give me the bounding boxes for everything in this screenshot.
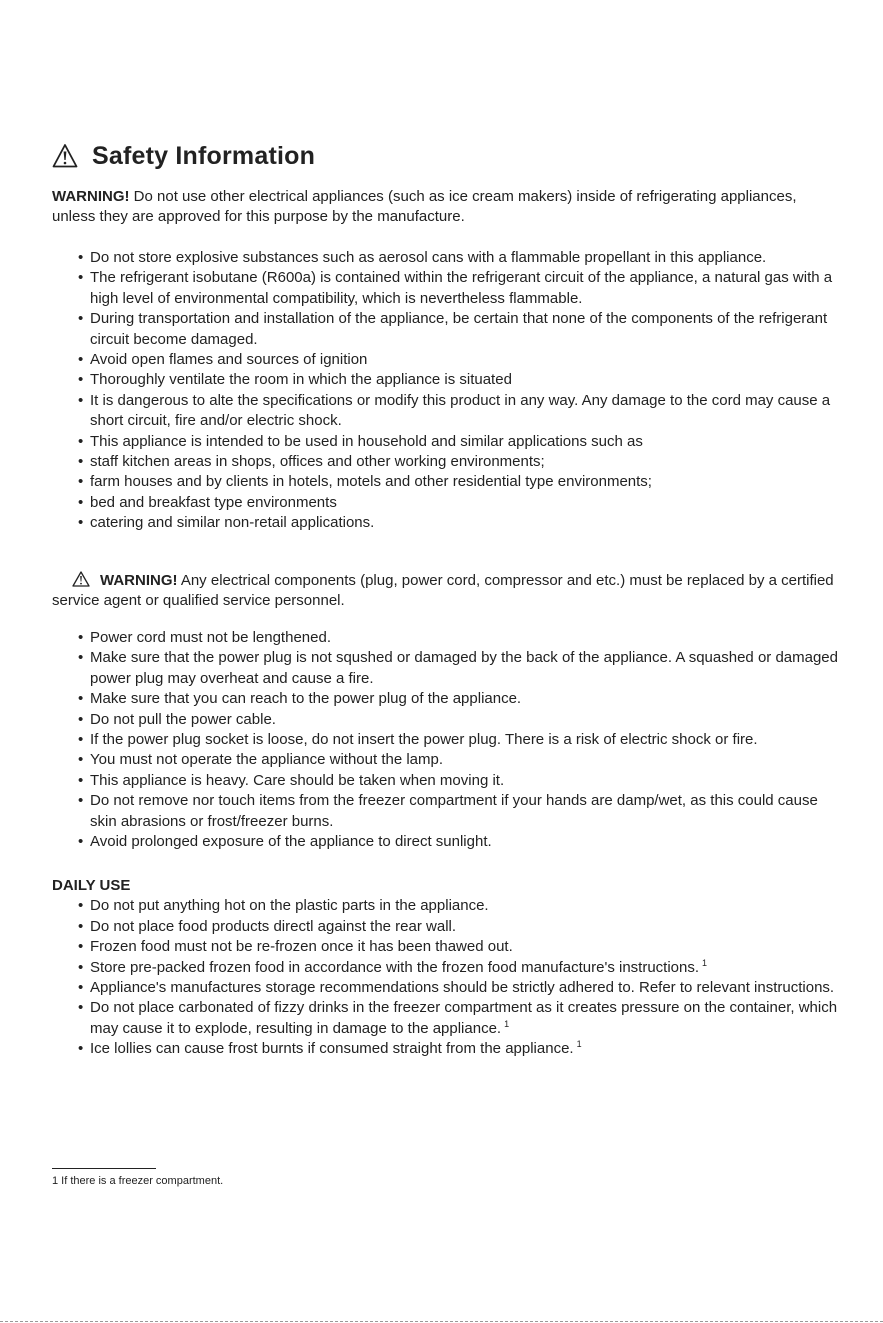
page-title: Safety Information <box>92 141 316 170</box>
warning-text: Any electrical components (plug, power cord, compressor and etc.) must be replaced by a certified service agent or qualified service personnel. <box>52 572 834 610</box>
footnote-divider <box>52 1168 156 1169</box>
bullet-icon: • <box>78 453 84 471</box>
list-item <box>52 1039 842 1059</box>
list-item <box>52 370 842 390</box>
list-item <box>52 750 842 770</box>
list-item-text: Do not remove nor touch items from the freezer compartment if your hands are damp/wet, as this could cause skin abrasions or frost/freezer burns. <box>90 792 818 830</box>
list-item <box>52 689 842 709</box>
bullet-icon: • <box>78 917 84 935</box>
list-item-text: catering and similar non-retail applications. <box>90 514 375 532</box>
bullet-icon: • <box>78 371 84 389</box>
bullet-icon: • <box>78 751 84 769</box>
bullet-icon: • <box>78 269 84 287</box>
bullet-icon: • <box>78 629 84 646</box>
list-item <box>52 391 842 432</box>
page-edge-divider <box>0 1321 883 1322</box>
bullet-icon: • <box>78 493 84 511</box>
bullet-icon: • <box>78 432 84 450</box>
list-item <box>52 978 842 998</box>
list-item-text: Make sure that the power plug is not squshed or damaged by the back of the appliance. A squashed or damaged power plug may overheat and cause a fire. <box>90 649 838 687</box>
list-item-text: Avoid prolonged exposure of the appliance to direct sunlight. <box>90 833 492 851</box>
bullet-icon: • <box>78 1040 84 1058</box>
list-item <box>52 309 842 350</box>
list-item-text: Do not store explosive substances such as aerosol cans with a flammable propellant in this appliance. <box>90 249 767 266</box>
list-item-text: During transportation and installation of the appliance, be certain that none of the components of the refrigerant circuit become damaged. <box>90 310 828 348</box>
bullet-icon: • <box>78 833 84 851</box>
list-item <box>52 896 842 916</box>
list-item-text: Make sure that you can reach to the power plug of the appliance. <box>90 690 522 708</box>
warning-label: WARNING! <box>52 188 130 205</box>
bullet-icon: • <box>78 310 84 328</box>
warning-triangle-icon <box>52 143 78 169</box>
list-item <box>52 628 842 648</box>
bullet-icon: • <box>78 710 84 728</box>
power-list <box>52 628 842 852</box>
list-item <box>52 937 842 957</box>
list-item-text: Avoid open flames and sources of ignition <box>90 351 368 369</box>
warning-text: Do not use other electrical appliances (such as ice cream makers) inside of refrigerating appliances, unless they are approved for this purpose by the manufacture. <box>52 188 797 226</box>
bullet-icon: • <box>78 938 84 956</box>
list-item-text: Frozen food must not be re-frozen once it has been thawed out. <box>90 938 513 956</box>
list-item-text: Do not put anything hot on the plastic parts in the appliance. <box>90 897 489 915</box>
list-item <box>52 248 842 268</box>
list-item <box>52 791 842 832</box>
warning-label: WARNING! <box>100 572 178 589</box>
list-item-text: Thoroughly ventilate the room in which the appliance is situated <box>90 371 512 389</box>
bullet-icon: • <box>78 979 84 997</box>
bullet-icon: • <box>78 649 84 667</box>
bullet-icon: • <box>78 731 84 749</box>
list-item <box>52 513 842 533</box>
bullet-icon: • <box>78 514 84 532</box>
list-item-text: This appliance is heavy. Care should be taken when moving it. <box>90 771 505 789</box>
list-item-text: staff kitchen areas in shops, offices and other working environments; <box>90 453 545 471</box>
bullet-icon: • <box>78 771 84 789</box>
list-item-text: Store pre-packed frozen food in accordance with the frozen food manufacture's instructions. <box>90 958 700 976</box>
bullet-icon: • <box>78 249 84 266</box>
list-item <box>52 998 842 1039</box>
list-item-text: Do not pull the power cable. <box>90 710 276 728</box>
list-item-text: Power cord must not be lengthened. <box>90 629 331 646</box>
bullet-icon: • <box>78 897 84 915</box>
list-item-text: Do not place food products directl against the rear wall. <box>90 917 457 935</box>
bullet-icon: • <box>78 958 84 976</box>
list-item <box>52 771 842 791</box>
list-item-text: You must not operate the appliance without the lamp. <box>90 751 444 769</box>
second-warning <box>52 571 842 612</box>
list-item <box>52 648 842 689</box>
footnote-marker: 1 <box>576 1039 582 1050</box>
list-item-text: Ice lollies can cause frost burnts if consumed straight from the appliance. <box>90 1040 574 1058</box>
hazard-list <box>52 248 842 534</box>
list-item-text: Do not place carbonated of fizzy drinks in the freezer compartment as it creates pressure on the container, which may cause it to explode, resulting in damage to the appliance. <box>90 999 838 1037</box>
intro-warning <box>52 187 842 228</box>
list-item <box>52 493 842 513</box>
daily-use-section <box>52 876 842 1060</box>
list-item <box>52 958 842 978</box>
page-header <box>52 139 315 173</box>
bullet-icon: • <box>78 391 84 409</box>
bullet-icon: • <box>78 351 84 369</box>
list-item-text: bed and breakfast type environments <box>90 493 337 511</box>
list-item-text: This appliance is intended to be used in household and similar applications such as <box>90 432 643 450</box>
list-item-text: If the power plug socket is loose, do not insert the power plug. There is a risk of electric shock or fire. <box>90 731 758 749</box>
list-item-text: The refrigerant isobutane (R600a) is contained within the refrigerant circuit of the appliance, a natural gas with a high level of environmental compatibility, which is nevertheless flammable. <box>90 269 833 307</box>
list-item <box>52 268 842 309</box>
footnote-marker: 1 <box>702 957 708 968</box>
list-item-text: Appliance's manufactures storage recommendations should be strictly adhered to. Refer to relevant instructions. <box>90 979 835 997</box>
list-item <box>52 917 842 937</box>
section-heading: DAILY USE <box>52 877 131 894</box>
bullet-icon: • <box>78 473 84 491</box>
list-item <box>52 472 842 492</box>
list-item-text: farm houses and by clients in hotels, motels and other residential type environments; <box>90 473 652 491</box>
footnote: 1 If there is a freezer compartment. <box>52 1175 224 1187</box>
list-item <box>52 832 842 852</box>
warning-triangle-icon <box>72 571 90 587</box>
list-item <box>52 350 842 370</box>
list-item <box>52 452 842 472</box>
list-item-text: It is dangerous to alte the specifications or modify this product in any way. Any damage to the cord may cause a short circuit, fire and/or electric shock. <box>90 391 831 430</box>
footnote-marker: 1 <box>504 1018 510 1029</box>
bullet-icon: • <box>78 690 84 708</box>
list-item <box>52 730 842 750</box>
bullet-icon: • <box>78 792 84 810</box>
bullet-icon: • <box>78 999 84 1017</box>
list-item <box>52 432 842 452</box>
list-item <box>52 710 842 730</box>
